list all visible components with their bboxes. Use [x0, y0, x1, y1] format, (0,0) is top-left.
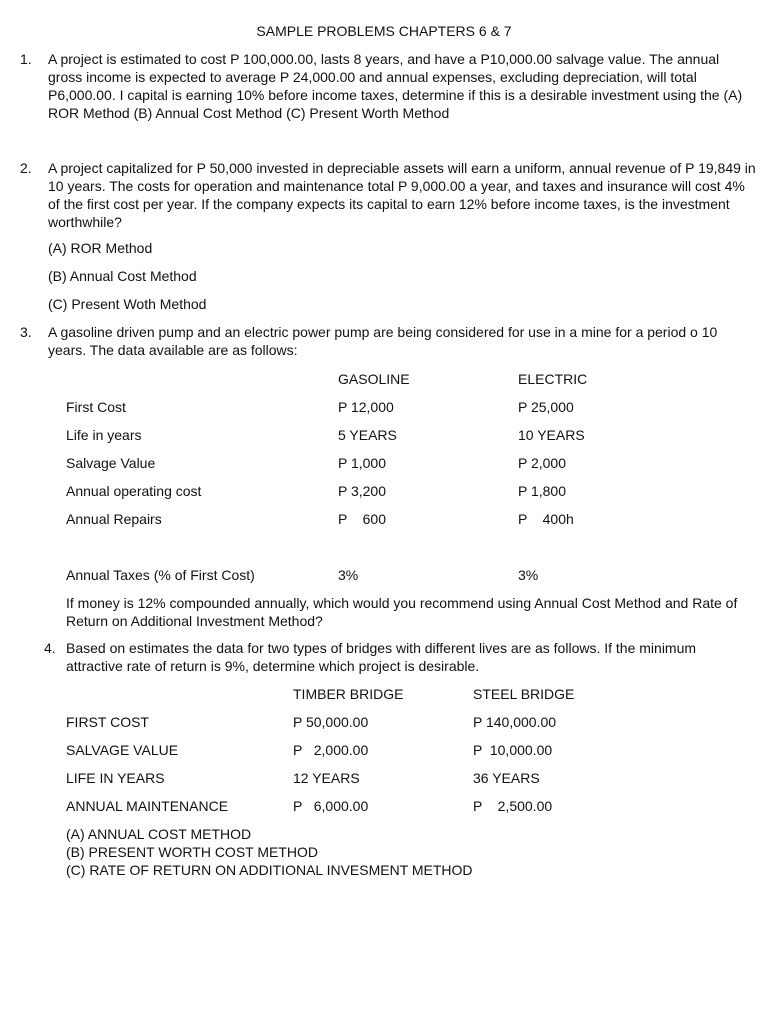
- gasoline-value: P 12,000: [338, 399, 394, 415]
- problem-3-number: 3.: [20, 324, 32, 340]
- timber-value: P 6,000.00: [293, 798, 369, 814]
- problem-2-number: 2.: [20, 160, 32, 176]
- row-label: First Cost: [66, 399, 126, 415]
- gasoline-value: P 600: [338, 511, 387, 527]
- row-label: Annual Taxes (% of First Cost): [66, 567, 255, 583]
- row-label: FIRST COST: [66, 714, 149, 730]
- timber-value: P 2,000.00: [293, 742, 369, 758]
- row-label: ANNUAL MAINTENANCE: [66, 798, 229, 814]
- row-label: Life in years: [66, 427, 142, 443]
- problem-2-option-a: (A) ROR Method: [48, 240, 153, 256]
- row-label: LIFE IN YEARS: [66, 770, 165, 786]
- steel-value: P 140,000.00: [473, 714, 557, 730]
- row-label: SALVAGE VALUE: [66, 742, 179, 758]
- problem-4-option-a: (A) ANNUAL COST METHOD: [66, 826, 252, 842]
- problem-4-option-c: (C) RATE OF RETURN ON ADDITIONAL INVESMENT METHOD: [66, 862, 473, 878]
- problem-2-text: A project capitalized for P 50,000 invested in depreciable assets will earn a uniform, annual revenue of P 19,849 in 10 years. The costs for operation and maintenance total P 9,000.00 a year, and taxes and insurance will cost 4% of the first cost per year. If the company expects its capital to earn 12% before income taxes, is the investment worthwhile?: [48, 160, 756, 230]
- steel-value: P 2,500.00: [473, 798, 553, 814]
- row-label: Salvage Value: [66, 455, 156, 471]
- gasoline-value: 5 YEARS: [338, 427, 397, 443]
- row-label: Annual Repairs: [66, 511, 162, 527]
- timber-value: P 50,000.00: [293, 714, 369, 730]
- gasoline-value: 3%: [338, 567, 359, 583]
- column-header-gasoline: GASOLINE: [338, 371, 410, 387]
- column-header-timber: TIMBER BRIDGE: [293, 686, 404, 702]
- problem-2-option-c: (C) Present Woth Method: [48, 296, 207, 312]
- column-header-steel: STEEL BRIDGE: [473, 686, 575, 702]
- problem-4-text: Based on estimates the data for two types of bridges with different lives are as follows. If the minimum attractive rate of return is 9%, determine which project is desirable.: [66, 640, 697, 674]
- row-label: Annual operating cost: [66, 483, 202, 499]
- gasoline-value: P 3,200: [338, 483, 387, 499]
- problem-4-options: [66, 825, 473, 879]
- electric-value: P 1,800: [518, 483, 567, 499]
- timber-value: 12 YEARS: [293, 770, 360, 786]
- problem-4-option-b: (B) PRESENT WORTH COST METHOD: [66, 844, 319, 860]
- page-title: SAMPLE PROBLEMS CHAPTERS 6 & 7: [256, 23, 512, 39]
- electric-value: 10 YEARS: [518, 427, 585, 443]
- problem-1-text: A project is estimated to cost P 100,000.00, lasts 8 years, and have a P10,000.00 salvage value. The annual gross income is expected to average P 24,000.00 and annual expenses, excluding depreciation, will total P6,000.00. I capital is earning 10% before income taxes, determine if this is a desirable investment using the (A) ROR Method (B) Annual Cost Method (C) Present Worth Method: [48, 51, 743, 121]
- problem-3-text: A gasoline driven pump and an electric power pump are being considered for use in a mine for a period o 10 years. The data available are as follows:: [48, 324, 718, 358]
- column-header-electric: ELECTRIC: [518, 371, 588, 387]
- steel-value: P 10,000.00: [473, 742, 553, 758]
- problem-4-number: 4.: [44, 640, 56, 656]
- steel-value: 36 YEARS: [473, 770, 540, 786]
- gasoline-value: P 1,000: [338, 455, 387, 471]
- problem-1-number: 1.: [20, 51, 32, 67]
- electric-value: P 25,000: [518, 399, 574, 415]
- electric-value: P 400h: [518, 511, 574, 527]
- problem-2-option-b: (B) Annual Cost Method: [48, 268, 197, 284]
- electric-value: 3%: [518, 567, 539, 583]
- electric-value: P 2,000: [518, 455, 567, 471]
- problem-3-question: If money is 12% compounded annually, which would you recommend using Annual Cost Method and Rate of Return on Additional Investment Method?: [66, 595, 738, 629]
